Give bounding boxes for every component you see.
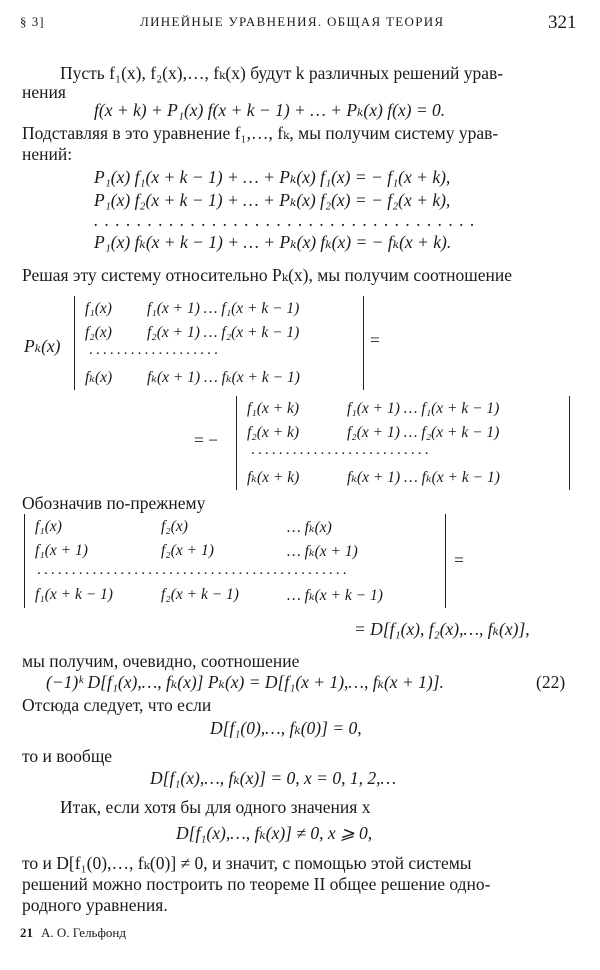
signature-number: 21 (20, 925, 33, 940)
system-ellipsis-row: . . . . . . . . . . . . . . . . . . . . . . . . . . . . . . . . . . . . (94, 210, 476, 230)
running-title: ЛИНЕЙНЫЕ УРАВНЕНИЯ. ОБЩАЯ ТЕОРИЯ (140, 14, 445, 29)
det1-prefix: Pₖ(x) (24, 336, 61, 356)
system-equation-1: P₁(x) f₁(x + k − 1) + … + Pₖ(x) f₁(x) = − f₁(x + k), (94, 167, 451, 187)
equation-D-definition: = D[f₁(x), f₂(x),…, fₖ(x)], (354, 619, 530, 639)
det2-cell: fₖ(x + 1) … fₖ(x + k − 1) (347, 469, 500, 486)
det2-cell: f₂(x + k) (247, 424, 299, 441)
paragraph-2-line-1: Подставляя в это уравнение f₁,…, fₖ, мы получим систему урав- (22, 123, 499, 143)
det2-cell: f₁(x + 1) … f₁(x + k − 1) (347, 400, 500, 417)
equation-D-zero: D[f₁(0),…, fₖ(0)] = 0, (210, 718, 362, 738)
determinant-2 (236, 396, 570, 490)
paragraph-4: Обозначив по-прежнему (22, 493, 206, 513)
paragraph-9-line-2: решений можно построить по теореме II общее решение одно- (22, 874, 491, 894)
det2-cell: f₁(x + k) (247, 400, 299, 417)
det2-dots: .......................... (251, 442, 432, 458)
det3-cell: f₂(x) (161, 518, 188, 535)
det2-cell: fₖ(x + k) (247, 469, 300, 486)
paragraph-9-line-3: родного уравнения. (22, 895, 168, 915)
det1-cell: f₁(x) (85, 300, 112, 317)
determinant-1 (74, 296, 364, 390)
paragraph-2-line-2: нений: (22, 144, 73, 164)
det3-cell: f₂(x + 1) (161, 542, 214, 559)
det3-dots: ............................................. (37, 562, 350, 578)
det3-cell: f₁(x + k − 1) (35, 586, 113, 603)
section-marker: § 3] (20, 14, 45, 29)
det2-prefix: = − (194, 430, 219, 450)
footer-author: А. О. Гельфонд (41, 925, 126, 940)
equation-22-number: (22) (536, 672, 566, 692)
equation-D-nonzero: D[f₁(x),…, fₖ(x)] ≠ 0, x ⩾ 0, (176, 823, 373, 843)
det3-cell: … fₖ(x + k − 1) (287, 587, 383, 604)
det2-cell: f₂(x + 1) … f₂(x + k − 1) (347, 424, 500, 441)
det1-cell: fₖ(x) (85, 369, 113, 386)
det3-equals: = (454, 550, 464, 570)
equation-D-zero-general: D[f₁(x),…, fₖ(x)] = 0, x = 0, 1, 2,… (150, 768, 397, 788)
system-equation-2: P₁(x) f₂(x + k − 1) + … + Pₖ(x) f₂(x) = − f₂(x + k), (94, 190, 451, 210)
det3-cell: f₁(x + 1) (35, 542, 88, 559)
paragraph-1-line-1: Пусть f₁(x), f₂(x),…, fₖ(x) будут k различных решений урав- (60, 63, 504, 83)
paragraph-5: мы получим, очевидно, соотношение (22, 651, 300, 671)
det3-cell: f₂(x + k − 1) (161, 586, 239, 603)
determinant-3 (24, 514, 446, 608)
det1-dots: ................... (89, 342, 222, 358)
paragraph-3: Решая эту систему относительно Pₖ(x), мы получим соотношение (22, 265, 512, 285)
equation-homogeneous: f(x + k) + P₁(x) f(x + k − 1) + … + Pₖ(x) f(x) = 0. (94, 100, 446, 120)
det3-cell: … fₖ(x + 1) (287, 543, 358, 560)
det1-equals: = (370, 330, 380, 350)
page-number: 321 (548, 12, 577, 33)
paragraph-8: Итак, если хотя бы для одного значения x (60, 797, 371, 817)
paragraph-1-line-2: нения (22, 82, 66, 102)
det1-cell: f₁(x + 1) … f₁(x + k − 1) (147, 300, 300, 317)
det3-cell: f₁(x) (35, 518, 62, 535)
det1-cell: fₖ(x + 1) … fₖ(x + k − 1) (147, 369, 300, 386)
equation-22: (−1)ᵏ D[f₁(x),…, fₖ(x)] Pₖ(x) = D[f₁(x + 1),…, fₖ(x + 1)]. (46, 672, 444, 692)
footer (20, 925, 126, 941)
det1-cell: f₂(x + 1) … f₂(x + k − 1) (147, 324, 300, 341)
paragraph-9-line-1: то и D[f₁(0),…, fₖ(0)] ≠ 0, и значит, с помощью этой системы (22, 853, 472, 873)
system-equation-k: P₁(x) fₖ(x + k − 1) + … + Pₖ(x) fₖ(x) = − fₖ(x + k). (94, 232, 452, 252)
paragraph-7: то и вообще (22, 746, 113, 766)
det3-cell: … fₖ(x) (287, 519, 332, 536)
det1-cell: f₂(x) (85, 324, 112, 341)
paragraph-6: Отсюда следует, что если (22, 695, 212, 715)
